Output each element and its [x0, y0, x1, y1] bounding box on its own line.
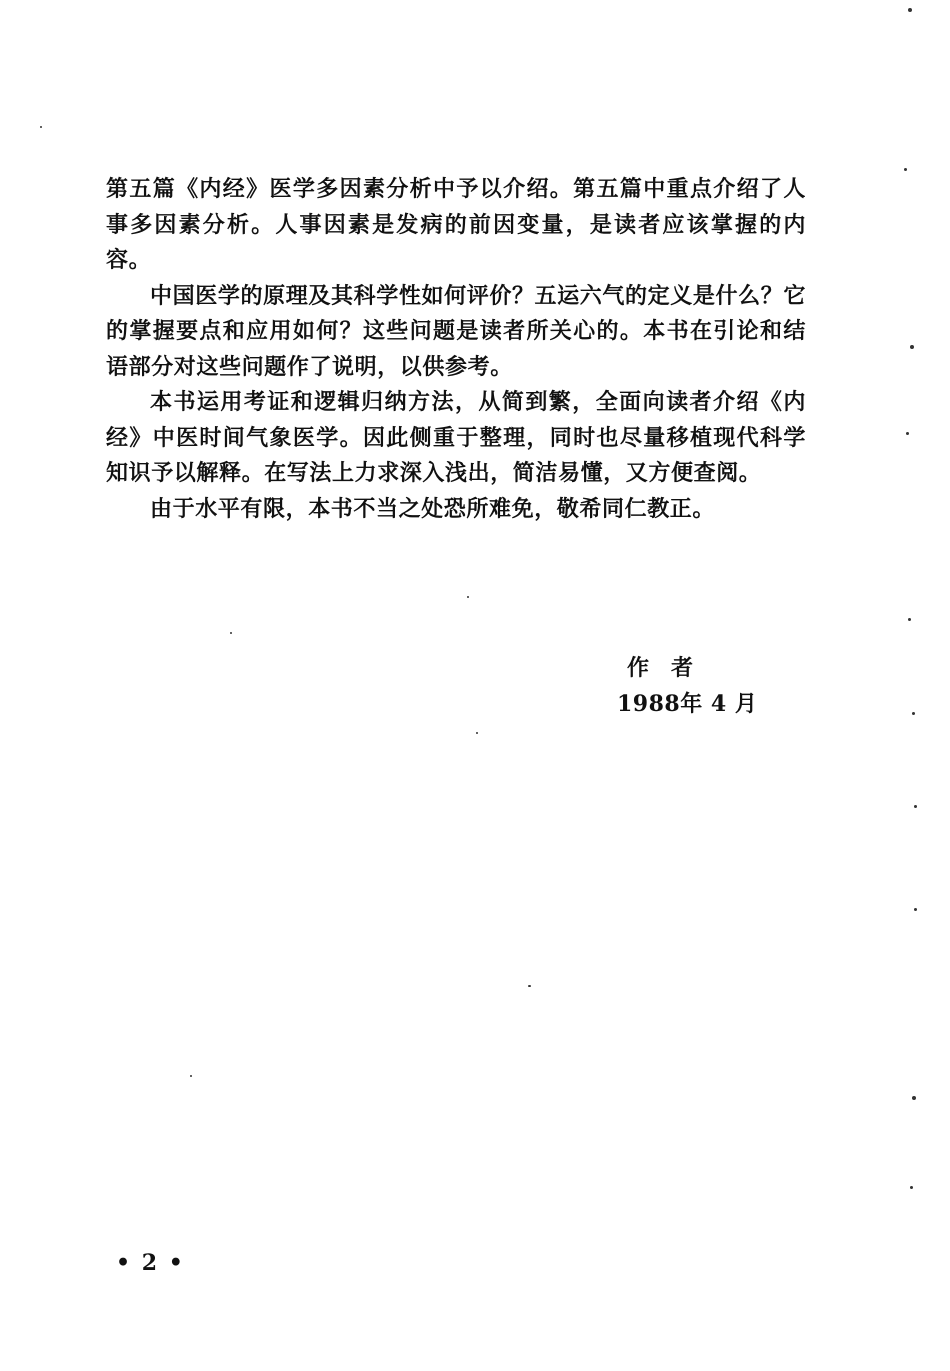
- scan-speck: [910, 1186, 913, 1189]
- scan-speck: [912, 712, 915, 715]
- scan-speck: [190, 1075, 192, 1077]
- scan-speck: [914, 908, 917, 911]
- scan-speck: [906, 432, 909, 435]
- scan-speck: [476, 732, 478, 734]
- signature-block: [617, 650, 757, 722]
- paragraph-closing: 由于水平有限，本书不当之处恐所难免，敬希同仁教正。: [150, 495, 716, 522]
- paragraph-continuation: 第五篇《内经》医学多因素分析中予以介绍。第五篇中重点介绍了人事多因素分析。人事因素是发病的前因变量，是读者应该掌握的内容。: [106, 176, 806, 273]
- scan-speck: [908, 8, 912, 12]
- paragraph-principles: 中国医学的原理及其科学性如何评价？五运六气的定义是什么？它的掌握要点和应用如何？这些问题是读者所关心的。本书在引论和结语部分对这些问题作了说明，以供参考。: [106, 282, 806, 380]
- preface-body: [106, 172, 806, 527]
- page-number: • 2 •: [116, 1250, 185, 1276]
- scan-speck: [904, 168, 907, 171]
- signature-date: 1988年 4 月: [617, 691, 758, 717]
- scan-speck: [910, 345, 914, 349]
- signature-author: 作者: [627, 655, 716, 681]
- scan-speck: [908, 618, 911, 621]
- scan-speck: [40, 126, 42, 128]
- scan-speck: [467, 596, 469, 598]
- scan-speck: [914, 805, 917, 808]
- scan-speck: [912, 1096, 916, 1100]
- scan-speck: [230, 632, 232, 634]
- scan-speck: [528, 985, 531, 987]
- paragraph-methods: 本书运用考证和逻辑归纳方法，从简到繁，全面向读者介绍《内经》中医时间气象医学。因此侧重于整理，同时也尽量移植现代科学知识予以解释。在写法上力求深入浅出，简洁易懂，又方便查阅。: [106, 389, 806, 486]
